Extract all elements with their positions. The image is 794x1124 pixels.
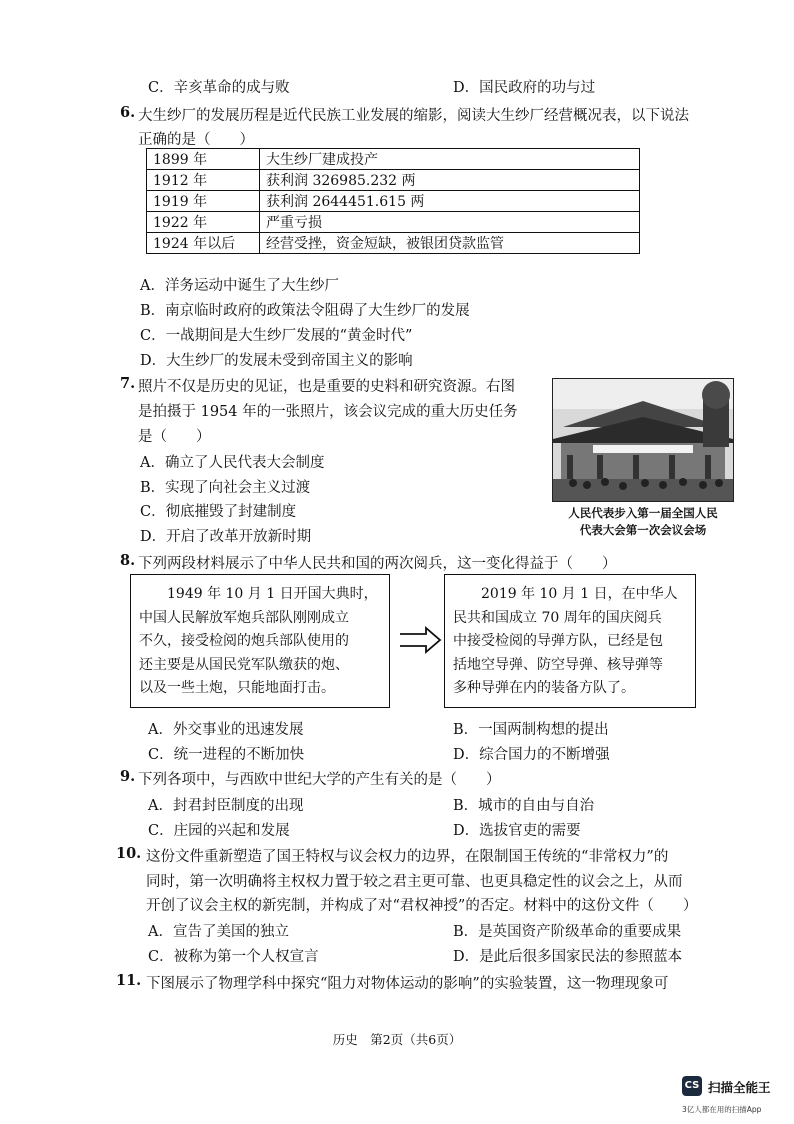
material-line: 中国人民解放军炮兵部队刚刚成立: [139, 609, 349, 626]
table-row: [147, 149, 640, 170]
table-cell-year: 1912 年: [147, 170, 260, 191]
q7-stem-line2: 是拍摄于 1954 年的一张照片，该会议完成的重大历史任务: [138, 404, 518, 420]
q6-business-table: [146, 148, 640, 254]
q7-number: 7.: [120, 375, 136, 392]
material-line: 括地空导弹、防空导弹、核导弹等: [453, 656, 663, 673]
q8-option-d: D．综合国力的不断增强: [453, 747, 610, 763]
material-line: 2019 年 10 月 1 日，在中华人: [453, 586, 678, 602]
q6-option-d: D．大生纱厂的发展未受到帝国主义的影响: [140, 353, 413, 369]
q7-option-b: B．实现了向社会主义过渡: [140, 480, 311, 496]
q8-material-2019: [444, 574, 696, 708]
q7-option-a: A．确立了人民代表大会制度: [140, 455, 325, 471]
q10-stem-line1: 这份文件重新塑造了国王特权与议会权力的边界，在限制国王传统的“非常权力”的: [146, 849, 669, 865]
table-cell-event: 大生纱厂建成投产: [260, 149, 640, 170]
material-line: 1949 年 10 月 1 日开国大典时，: [139, 586, 378, 602]
material-line: 多种导弹在内的装备方队了。: [453, 680, 635, 696]
q6-stem-line2: 正确的是（ ）: [138, 132, 254, 148]
q10-stem-line3: 开创了议会主权的新宪制，并构成了对“君权神授”的否定。材料中的这份文件（ ）: [146, 898, 698, 914]
q5-option-c: C．辛亥革命的成与败: [148, 80, 290, 96]
material-line: 中接受检阅的导弹方队，已经是包: [453, 633, 663, 649]
table-row: [147, 233, 640, 254]
q9-option-b: B．城市的自由与自治: [453, 798, 595, 814]
q9-option-c: C．庄园的兴起和发展: [148, 823, 290, 839]
table-cell-event: 获利润 2644451.615 两: [260, 191, 640, 212]
table-cell-year: 1924 年以后: [147, 233, 260, 254]
q10-number: 10.: [116, 845, 142, 862]
q9-option-a: A．封君封臣制度的出现: [148, 798, 304, 814]
q5-option-d: D．国民政府的功与过: [453, 80, 596, 96]
q10-option-b: B．是英国资产阶级革命的重要成果: [453, 924, 682, 940]
page-footer: 历史 第2页（共6页）: [332, 1032, 462, 1047]
q10-option-d: D．是此后很多国家民法的参照蓝本: [453, 949, 683, 965]
table-row: [147, 191, 640, 212]
table-row: [147, 212, 640, 233]
q9-stem: 下列各项中，与西欧中世纪大学的产生有关的是（ ）: [138, 772, 501, 788]
camscanner-logo-icon: CS: [682, 1076, 702, 1096]
q10-stem-line2: 同时，第一次明确将主权权力置于较之君主更可靠、也更具稳定性的议会之上，从而: [146, 874, 683, 890]
q9-option-d: D．选拔官吏的需要: [453, 823, 581, 839]
table-cell-event: 严重亏损: [260, 212, 640, 233]
photo-caption-line2: 代表大会第一次会议会场: [579, 523, 707, 537]
table-cell-event: 经营受挫，资金短缺，被银团贷款监管: [260, 233, 640, 254]
q11-stem-line1: 下图展示了物理学科中探究“阻力对物体运动的影响”的实验装置，这一物理现象可: [146, 976, 669, 992]
table-cell-event: 获利润 326985.232 两: [260, 170, 640, 191]
q8-option-a: A．外交事业的迅速发展: [148, 722, 304, 738]
camscanner-name: 扫描全能王: [708, 1080, 771, 1095]
material-line: 民共和国成立 70 周年的国庆阅兵: [453, 609, 662, 626]
q7-option-d: D．开启了改革开放新时期: [140, 529, 312, 545]
q7-option-c: C．彻底摧毁了封建制度: [140, 504, 297, 520]
camscanner-tagline: 3亿人都在用的扫描App: [682, 1105, 762, 1114]
double-arrow-right-icon: [398, 625, 442, 655]
congress-photo: [552, 378, 734, 502]
photo-caption-line1: 人民代表步入第一届全国人民: [568, 506, 718, 520]
congress-hall-illustration: [553, 379, 733, 501]
q6-option-a: A．洋务运动中诞生了大生纱厂: [140, 278, 339, 294]
q6-option-c: C．一战期间是大生纱厂发展的“黄金时代”: [140, 328, 413, 344]
q8-option-c: C．统一进程的不断加快: [148, 747, 305, 763]
q6-stem-line1: 大生纱厂的发展历程是近代民族工业发展的缩影，阅读大生纱厂经营概况表，以下说法: [138, 108, 689, 124]
table-cell-year: 1899 年: [147, 149, 260, 170]
table-cell-year: 1919 年: [147, 191, 260, 212]
q10-option-a: A．宣告了美国的独立: [148, 924, 289, 940]
material-line: 不久，接受检阅的炮兵部队使用的: [139, 633, 349, 649]
q8-option-b: B．一国两制构想的提出: [453, 722, 609, 738]
q9-number: 9.: [120, 768, 136, 785]
material-line: 还主要是从国民党军队缴获的炮、: [139, 656, 349, 673]
q8-stem: 下列两段材料展示了中华人民共和国的两次阅兵，这一变化得益于（ ）: [138, 556, 617, 572]
q8-material-1949: [130, 574, 390, 708]
q6-option-b: B．南京临时政府的政策法令阻碍了大生纱厂的发展: [140, 303, 470, 319]
q7-stem-line3: 是（ ）: [138, 429, 211, 445]
table-cell-year: 1922 年: [147, 212, 260, 233]
q11-number: 11.: [116, 972, 142, 989]
q6-number: 6.: [120, 104, 136, 121]
q8-number: 8.: [120, 552, 136, 569]
table-row: [147, 170, 640, 191]
q10-option-c: C．被称为第一个人权宣言: [148, 949, 319, 965]
material-line: 以及一些土炮，只能地面打击。: [139, 680, 335, 696]
q7-stem-line1: 照片不仅是历史的见证，也是重要的史料和研究资源。右图: [138, 379, 515, 395]
